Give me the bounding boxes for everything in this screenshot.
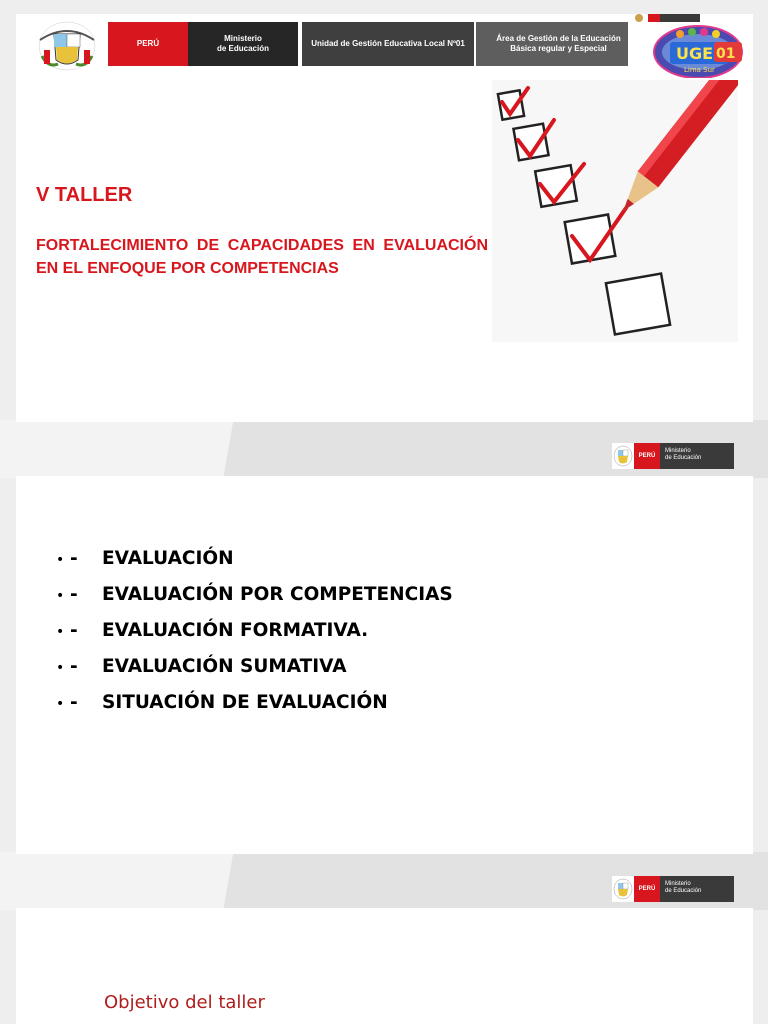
svg-text:Lima Sur: Lima Sur [684,66,715,74]
ministerio-mini-header [612,876,734,902]
list-item [56,692,453,728]
bullet-text: EVALUACIÓN [102,548,234,569]
slide-3 [16,908,753,1024]
bullet-dash: - [70,620,78,641]
header-area-box [476,22,641,66]
mini-ministerio-line2: de Educación [665,455,702,461]
bullet-text: EVALUACIÓN POR COMPETENCIAS [102,584,453,605]
header-area-label: Área de Gestión de la Educación Básica regular y Especial [496,34,621,53]
mini-crest-icon [612,876,634,902]
ugel-logo [628,14,753,78]
mini-ministerio-line1: Ministerio [665,881,691,887]
slide-1 [16,14,753,422]
header-ministerio-label: Ministerio de Educación [216,34,269,53]
bullet-dot-icon: • [56,552,65,568]
bullet-dot-icon: • [56,624,65,640]
slide-2 [16,476,753,854]
mini-ministerio-line2: de Educación [665,888,702,894]
mini-crest-icon [612,443,634,469]
bullet-dash: - [70,584,78,605]
mini-peru-label: PERÚ [634,876,660,902]
bullet-dash: - [70,656,78,677]
bullet-dash: - [70,692,78,713]
list-item [56,656,453,692]
workshop-subtitle: FORTALECIMIENTO DE CAPACIDADES EN EVALUACIÓN EN EL ENFOQUE POR COMPETENCIAS [36,237,488,277]
ministerio-mini-header [612,443,734,469]
bullet-dot-icon: • [56,696,65,712]
header-peru-label: PERÚ [136,39,160,48]
list-item [56,584,453,620]
list-item [56,620,453,656]
bullet-dash: - [70,548,78,569]
header-ministerio-box [188,22,298,66]
list-item [56,548,453,584]
mini-ministerio-box [660,443,734,469]
mini-ministerio-line1: Ministerio [665,448,691,454]
bullet-text: SITUACIÓN DE EVALUACIÓN [102,692,388,713]
workshop-title: V TALLER [36,184,133,206]
header-peru-box [108,22,188,66]
bullet-dot-icon: • [56,660,65,676]
bullet-text: EVALUACIÓN FORMATIVA. [102,620,369,641]
mini-ministerio-box [660,876,734,902]
svg-text:UGE: UGE [676,44,714,63]
svg-text:01: 01 [716,46,736,62]
header-ugel-label: Unidad de Gestión Educativa Local Nº01 [311,39,465,48]
bullet-text: EVALUACIÓN SUMATIVA [102,656,347,677]
national-crest-logo [36,20,98,72]
checklist-pencil-image [492,80,738,342]
bullet-dot-icon: • [56,588,65,604]
header-ugel-box [302,22,474,66]
mini-peru-label: PERÚ [634,443,660,469]
topics-list [56,548,453,728]
objective-heading: Objetivo del taller [104,992,265,1013]
